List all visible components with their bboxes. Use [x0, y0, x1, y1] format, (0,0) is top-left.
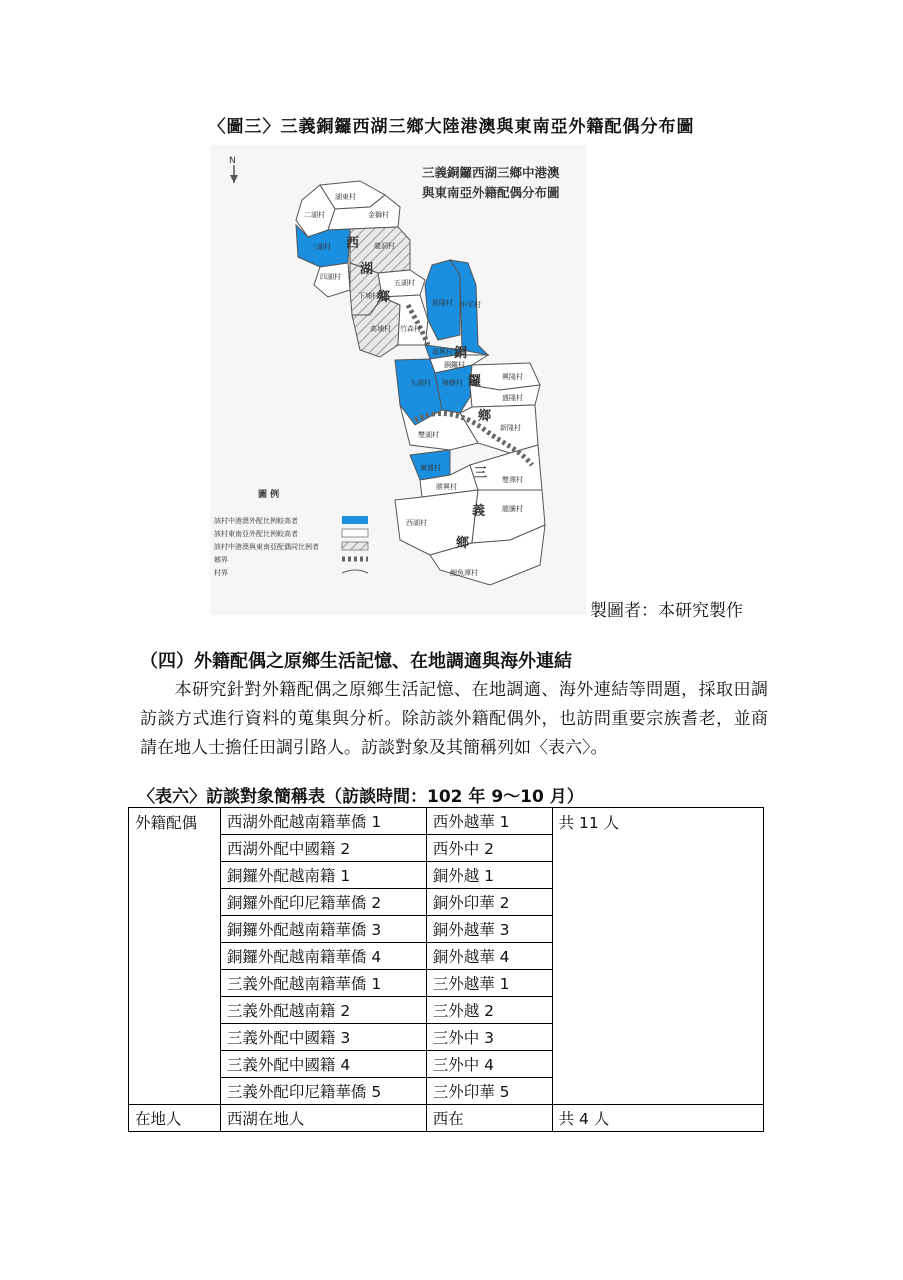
- abbr-cell: 三外越華 1: [426, 970, 552, 997]
- village-label: 龍洞村: [374, 242, 395, 250]
- legend-label-sea: 該村東南亞外配比例較高者: [214, 530, 298, 538]
- distribution-map: [210, 145, 586, 615]
- legend-label-village: 村界: [214, 569, 228, 577]
- name-cell: 三義外配中國籍 4: [220, 1051, 426, 1078]
- total-cell: 共 11 人: [552, 808, 763, 1105]
- township-xihu-2: 湖: [360, 262, 374, 277]
- township-sanyi-1: 三: [474, 466, 488, 481]
- village-label: 鯉魚潭村: [450, 569, 478, 577]
- table-caption: 〈表六〉訪談對象簡稱表（訪談時間：102 年 9～10 月）: [138, 787, 584, 807]
- abbr-cell: 三外越 2: [426, 997, 552, 1024]
- abbr-cell: 銅外印華 2: [426, 889, 552, 916]
- interview-table: [128, 807, 764, 1132]
- abbr-cell: 銅外越 1: [426, 862, 552, 889]
- legend-label-township: 鄉界: [214, 556, 228, 564]
- name-cell: 西湖外配中國籍 2: [220, 835, 426, 862]
- township-tongluo-1: 銅: [454, 346, 468, 361]
- legend-title: 圖 例: [258, 490, 280, 500]
- abbr-cell: 西在: [426, 1105, 552, 1132]
- village-label: 新隆村: [500, 424, 521, 432]
- abbr-cell: 三外中 3: [426, 1024, 552, 1051]
- name-cell: 西湖外配越南籍華僑 1: [220, 808, 426, 835]
- abbr-cell: 西外越華 1: [426, 808, 552, 835]
- township-tongluo-2: 鑼: [468, 374, 482, 389]
- abbr-cell: 銅外越華 4: [426, 943, 552, 970]
- name-cell: 銅鑼外配越南籍 1: [220, 862, 426, 889]
- body-paragraph-text: 本研究針對外籍配偶之原鄉生活記憶、在地調適、海外連結等問題，採取田調訪談方式進行資料的蒐集與分析。除訪談外籍配偶外，也訪問重要宗族耆老，並商請在地人士擔任田調引路人。訪談對象及其簡稱列如〈表六〉。: [140, 680, 768, 758]
- map-legend: [214, 488, 368, 577]
- abbr-cell: 三外印華 5: [426, 1078, 552, 1105]
- village-label: 高埔村: [370, 325, 391, 333]
- legend-line-village: [342, 570, 368, 573]
- map-svg: [210, 145, 586, 615]
- figure-credit: 製圖者：本研究製作: [590, 601, 743, 621]
- north-label: N: [229, 156, 236, 166]
- village-label: 勝興村: [436, 483, 457, 491]
- legend-label-china: 該村中港澳外配比例較高者: [214, 517, 298, 525]
- township-tongluo-3: 鄉: [478, 409, 492, 424]
- village-label: 中平村: [460, 301, 481, 309]
- village-label: 福興村: [432, 348, 453, 356]
- village-label: 四湖村: [320, 273, 341, 281]
- township-xihu-1: 西: [346, 236, 360, 251]
- township-sanyi-3: 鄉: [456, 536, 470, 551]
- section-heading: （四）外籍配偶之原鄉生活記憶、在地調適與海外連結: [140, 651, 572, 672]
- legend-swatch-sea: [342, 529, 368, 537]
- body-paragraph: [140, 676, 768, 763]
- village-label: 九湖村: [410, 379, 431, 387]
- figure-caption: 〈圖三〉三義銅鑼西湖三鄉大陸港澳與東南亞外籍配偶分布圖: [208, 117, 695, 137]
- township-xihu-3: 鄉: [377, 290, 391, 305]
- abbr-cell: 西外中 2: [426, 835, 552, 862]
- village-label: 二湖村: [304, 211, 325, 219]
- village-label: 金獅村: [368, 211, 389, 219]
- abbr-cell: 銅外越華 3: [426, 916, 552, 943]
- village-label: 廣盛村: [420, 464, 441, 472]
- name-cell: 西湖在地人: [220, 1105, 426, 1132]
- name-cell: 銅鑼外配越南籍華僑 3: [220, 916, 426, 943]
- region-xinlong-e: [460, 405, 538, 453]
- village-label: 竹森村: [400, 325, 421, 333]
- village-label: 銅鑼村: [444, 361, 465, 369]
- village-label: 興隆村: [502, 373, 523, 381]
- village-label: 西湖村: [406, 519, 427, 527]
- legend-swatch-china: [342, 516, 368, 524]
- legend-swatch-equal: [342, 542, 368, 550]
- village-label: 新隆村: [432, 299, 453, 307]
- township-sanyi-2: 義: [472, 504, 486, 519]
- village-label: 五湖村: [394, 279, 415, 287]
- table-row: [129, 1105, 764, 1132]
- map-title-line1: 三義銅鑼西湖三鄉中港澳: [422, 165, 560, 180]
- village-label: 下埔村: [358, 292, 379, 300]
- name-cell: 三義外配中國籍 3: [220, 1024, 426, 1051]
- table-row: [129, 808, 764, 835]
- village-label: 盛隆村: [502, 394, 523, 402]
- north-arrow-icon: [229, 156, 238, 183]
- name-cell: 三義外配越南籍華僑 1: [220, 970, 426, 997]
- name-cell: 銅鑼外配印尼籍華僑 2: [220, 889, 426, 916]
- map-title-line2: 與東南亞外籍配偶分布圖: [422, 185, 560, 200]
- category-cell: 外籍配偶: [129, 808, 221, 1105]
- name-cell: 三義外配印尼籍華僑 5: [220, 1078, 426, 1105]
- village-label: 雙潭村: [502, 476, 523, 484]
- village-label: 龍騰村: [502, 505, 523, 513]
- village-label: 樟樹村: [442, 379, 463, 387]
- legend-label-equal: 該村中港澳與東南亞配偶同比例者: [214, 543, 319, 551]
- abbr-cell: 三外中 4: [426, 1051, 552, 1078]
- name-cell: 三義外配越南籍 2: [220, 997, 426, 1024]
- village-label: 雙湖村: [418, 431, 439, 439]
- total-cell: 共 4 人: [552, 1105, 763, 1132]
- category-cell: 在地人: [129, 1105, 221, 1132]
- village-label: 湖東村: [335, 193, 356, 201]
- village-label: 三湖村: [310, 243, 331, 251]
- name-cell: 銅鑼外配越南籍華僑 4: [220, 943, 426, 970]
